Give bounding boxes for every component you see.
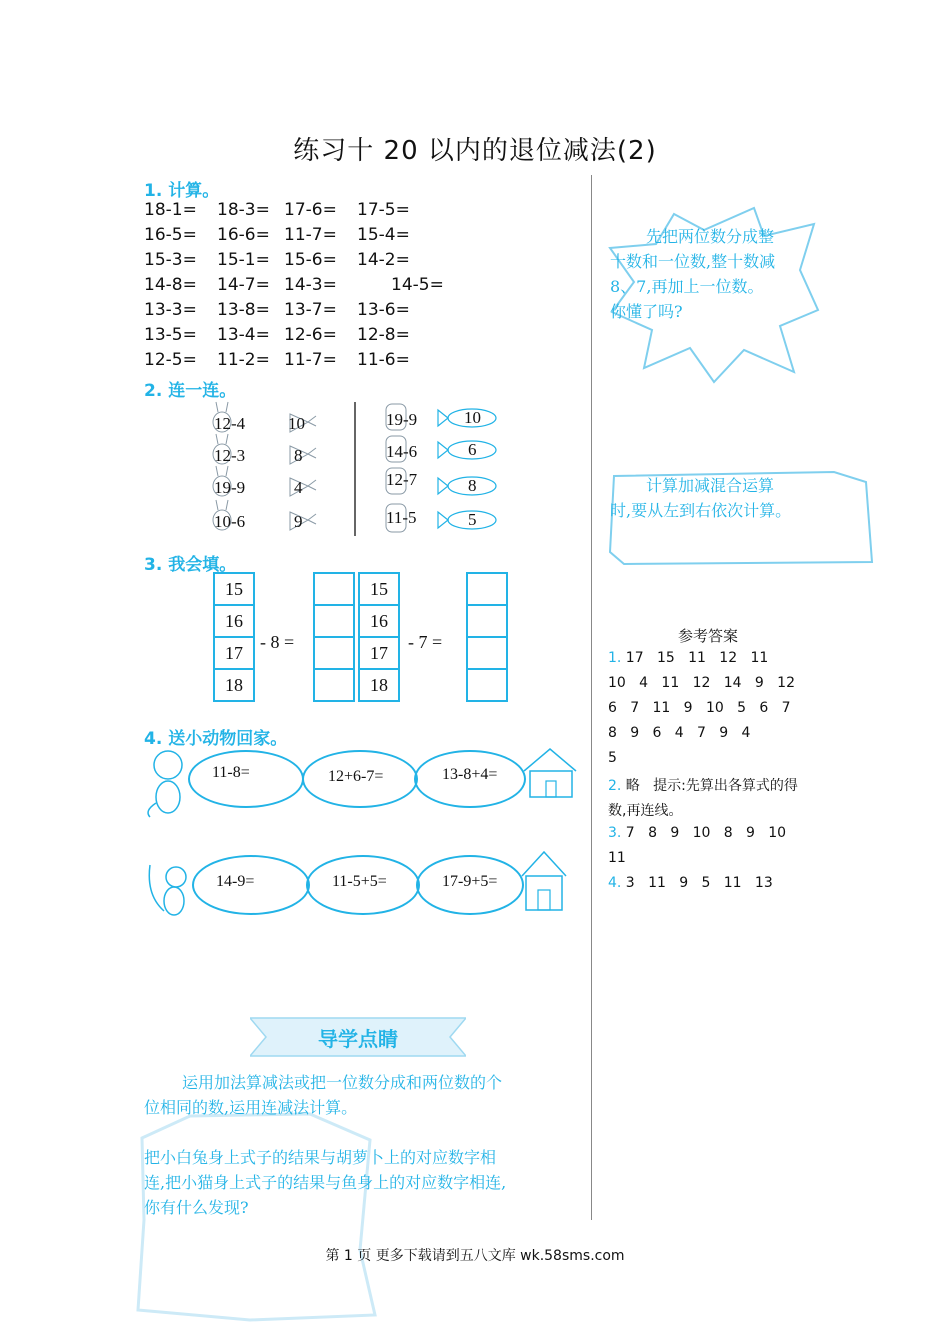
guide-paragraph-2: [144, 1145, 584, 1220]
answer-text: 数,再连线。: [608, 803, 683, 819]
section-4-heading: 4. 送小动物回家。: [144, 729, 288, 749]
answer-text: 17 15 11 12 11: [621, 650, 769, 666]
tip-2: [610, 473, 870, 523]
answer-box[interactable]: [468, 606, 506, 638]
calc-expression: 12-8=: [357, 325, 410, 345]
answer-box[interactable]: [468, 574, 506, 606]
stone-expression: 11-5+5=: [332, 873, 387, 890]
calc-expression: 18-3=: [217, 200, 270, 220]
guide-line: 运用加法算减法或把一位数分成和两位数的个: [182, 1073, 503, 1092]
stone-expression: 13-8+4=: [442, 766, 498, 783]
calc-expression: 13-4=: [217, 325, 270, 345]
answer-line: [608, 750, 617, 766]
box-number: 16: [360, 606, 398, 638]
answer-line: [608, 875, 773, 891]
answer-text: 7 8 9 10 8 9 10: [621, 825, 787, 841]
answer-text: 6 7 11 9 10 5 6 7: [608, 700, 791, 716]
calc-expression: 14-8=: [144, 275, 197, 295]
operator-minus-8: - 8 =: [260, 632, 295, 652]
box-number: 17: [360, 638, 398, 670]
calc-expression: 15-4=: [357, 225, 410, 245]
calc-expression: 13-6=: [357, 300, 410, 320]
rabbit-expression: 12-4: [214, 414, 246, 433]
answer-stone[interactable]: [306, 855, 420, 915]
tip-1: [610, 224, 820, 324]
calc-expression: 15-6=: [284, 250, 337, 270]
answer-text: 略 提示:先算出各算式的得: [621, 778, 798, 794]
answer-text: 8 9 6 4 7 9 4: [608, 725, 751, 741]
box-number: 18: [225, 675, 243, 695]
column-divider: [591, 175, 592, 1220]
guide-line: 位相同的数,运用连减法计算。: [144, 1098, 358, 1117]
answer-text: 10 4 11 12 14 9 12: [608, 675, 795, 691]
box-number: 15: [360, 574, 398, 606]
calc-expression: 16-6=: [217, 225, 270, 245]
stone-expression: 11-8=: [212, 764, 250, 781]
tip-line: 十数和一位数,整十数减: [610, 252, 776, 271]
box-number: 17: [215, 638, 253, 670]
box-number: 18: [370, 675, 388, 695]
answer-stone[interactable]: [188, 750, 304, 808]
answer-line: [608, 675, 795, 691]
answer-line: [608, 800, 682, 820]
section-2-heading: 2. 连一连。: [144, 381, 237, 401]
answer-stone[interactable]: [416, 855, 524, 915]
monkey-icon: [142, 745, 190, 820]
operator-minus-7: - 7 =: [408, 632, 443, 652]
answer-number: 4.: [608, 875, 622, 891]
page-title: 练习十 20 以内的退位减法(2): [293, 136, 657, 166]
calc-expression: 16-5=: [144, 225, 197, 245]
cat-expression: 11-5: [386, 508, 417, 527]
answer-number: 3.: [608, 825, 622, 841]
guide-line: 你有什么发现?: [144, 1198, 249, 1217]
calc-expression: 18-1=: [144, 200, 197, 220]
minuend-column-1: [213, 572, 255, 702]
tip-line: 计算加减混合运算: [646, 476, 775, 495]
answer-column-1[interactable]: [313, 572, 355, 702]
calc-expression: 13-5=: [144, 325, 197, 345]
matching-area: [210, 400, 580, 540]
answer-box[interactable]: [315, 574, 353, 606]
calc-expression: 17-6=: [284, 200, 337, 220]
calc-expression: 14-5=: [391, 275, 444, 295]
calc-expression: 12-6=: [284, 325, 337, 345]
carrot-number: 4: [294, 478, 303, 497]
calc-expression: 13-7=: [284, 300, 337, 320]
answer-column-2[interactable]: [466, 572, 508, 702]
carrot-number: 9: [294, 512, 303, 531]
box-number: 16: [215, 606, 253, 638]
fish-number: 6: [468, 440, 477, 459]
box-number: 15: [215, 574, 253, 606]
rabbit-expression: 19-9: [214, 478, 246, 497]
guide-paragraph-1: [144, 1070, 584, 1120]
calc-expression: 14-7=: [217, 275, 270, 295]
calc-expression: 12-5=: [144, 350, 197, 370]
calc-expression: 14-3=: [284, 275, 337, 295]
answer-text: 11: [608, 850, 626, 866]
calc-expression: 11-7=: [284, 350, 337, 370]
stone-expression: 14-9=: [216, 873, 255, 890]
tip-line: 先把两位数分成整: [646, 227, 775, 246]
tip-line: 8、7,再加上一位数。: [610, 277, 764, 296]
fish-number: 5: [468, 510, 477, 529]
calc-expression: 11-7=: [284, 225, 337, 245]
answer-box[interactable]: [468, 670, 506, 700]
tip-line: 你懂了吗?: [610, 302, 683, 321]
answer-box[interactable]: [315, 638, 353, 670]
fish-number: 8: [468, 476, 477, 495]
carrot-number: 10: [288, 414, 305, 433]
calc-expression: 14-2=: [357, 250, 410, 270]
calc-expression: 11-6=: [357, 350, 410, 370]
answer-line: [608, 775, 798, 795]
carrot-number: 8: [294, 446, 303, 465]
answer-box[interactable]: [468, 638, 506, 670]
cat-expression: 19-9: [386, 410, 418, 429]
page-footer: 第 1 页 更多下载请到五八文库 wk.58sms.com: [325, 1248, 625, 1264]
answer-line: [608, 825, 786, 841]
house-icon: [520, 745, 582, 800]
answer-number: 1.: [608, 650, 622, 666]
answer-text: 5: [608, 750, 617, 766]
calc-expression: 11-2=: [217, 350, 270, 370]
calc-expression: 13-3=: [144, 300, 197, 320]
answer-box[interactable]: [315, 670, 353, 700]
answer-line: [608, 725, 750, 741]
calc-expression: 15-1=: [217, 250, 270, 270]
answers-heading: 参考答案: [677, 629, 738, 645]
stone-expression: 12+6-7=: [328, 768, 384, 785]
answer-line: [608, 850, 626, 866]
fish-number: 10: [464, 408, 481, 427]
cat-expression: 12-7: [386, 470, 418, 489]
cat-expression: 14-6: [386, 442, 418, 461]
calc-expression: 15-3=: [144, 250, 197, 270]
answer-text: 3 11 9 5 11 13: [621, 875, 773, 891]
tip-line: 时,要从左到右依次计算。: [610, 501, 792, 520]
answer-line: [608, 700, 791, 716]
guide-banner-title: 导学点睛: [318, 1027, 398, 1051]
squirrel-icon: [144, 855, 192, 920]
section-1-heading: 1. 计算。: [144, 181, 220, 201]
calc-expression: 13-8=: [217, 300, 270, 320]
answer-stone[interactable]: [414, 750, 526, 808]
answer-stone[interactable]: [192, 855, 310, 915]
rabbit-expression: 10-6: [214, 512, 246, 531]
rabbit-expression: 12-3: [214, 446, 246, 465]
minuend-column-2: [358, 572, 400, 702]
guide-line: 把小白兔身上式子的结果与胡萝卜上的对应数字相: [144, 1148, 497, 1167]
guide-line: 连,把小猫身上式子的结果与鱼身上的对应数字相连,: [144, 1173, 507, 1192]
answer-stone[interactable]: [302, 750, 418, 808]
answer-box[interactable]: [315, 606, 353, 638]
answer-line: [608, 650, 768, 666]
stone-expression: 17-9+5=: [442, 873, 498, 890]
section-3-heading: 3. 我会填。: [144, 555, 237, 575]
house-icon: [518, 848, 570, 914]
answer-number: 2.: [608, 778, 622, 794]
calc-expression: 17-5=: [357, 200, 410, 220]
